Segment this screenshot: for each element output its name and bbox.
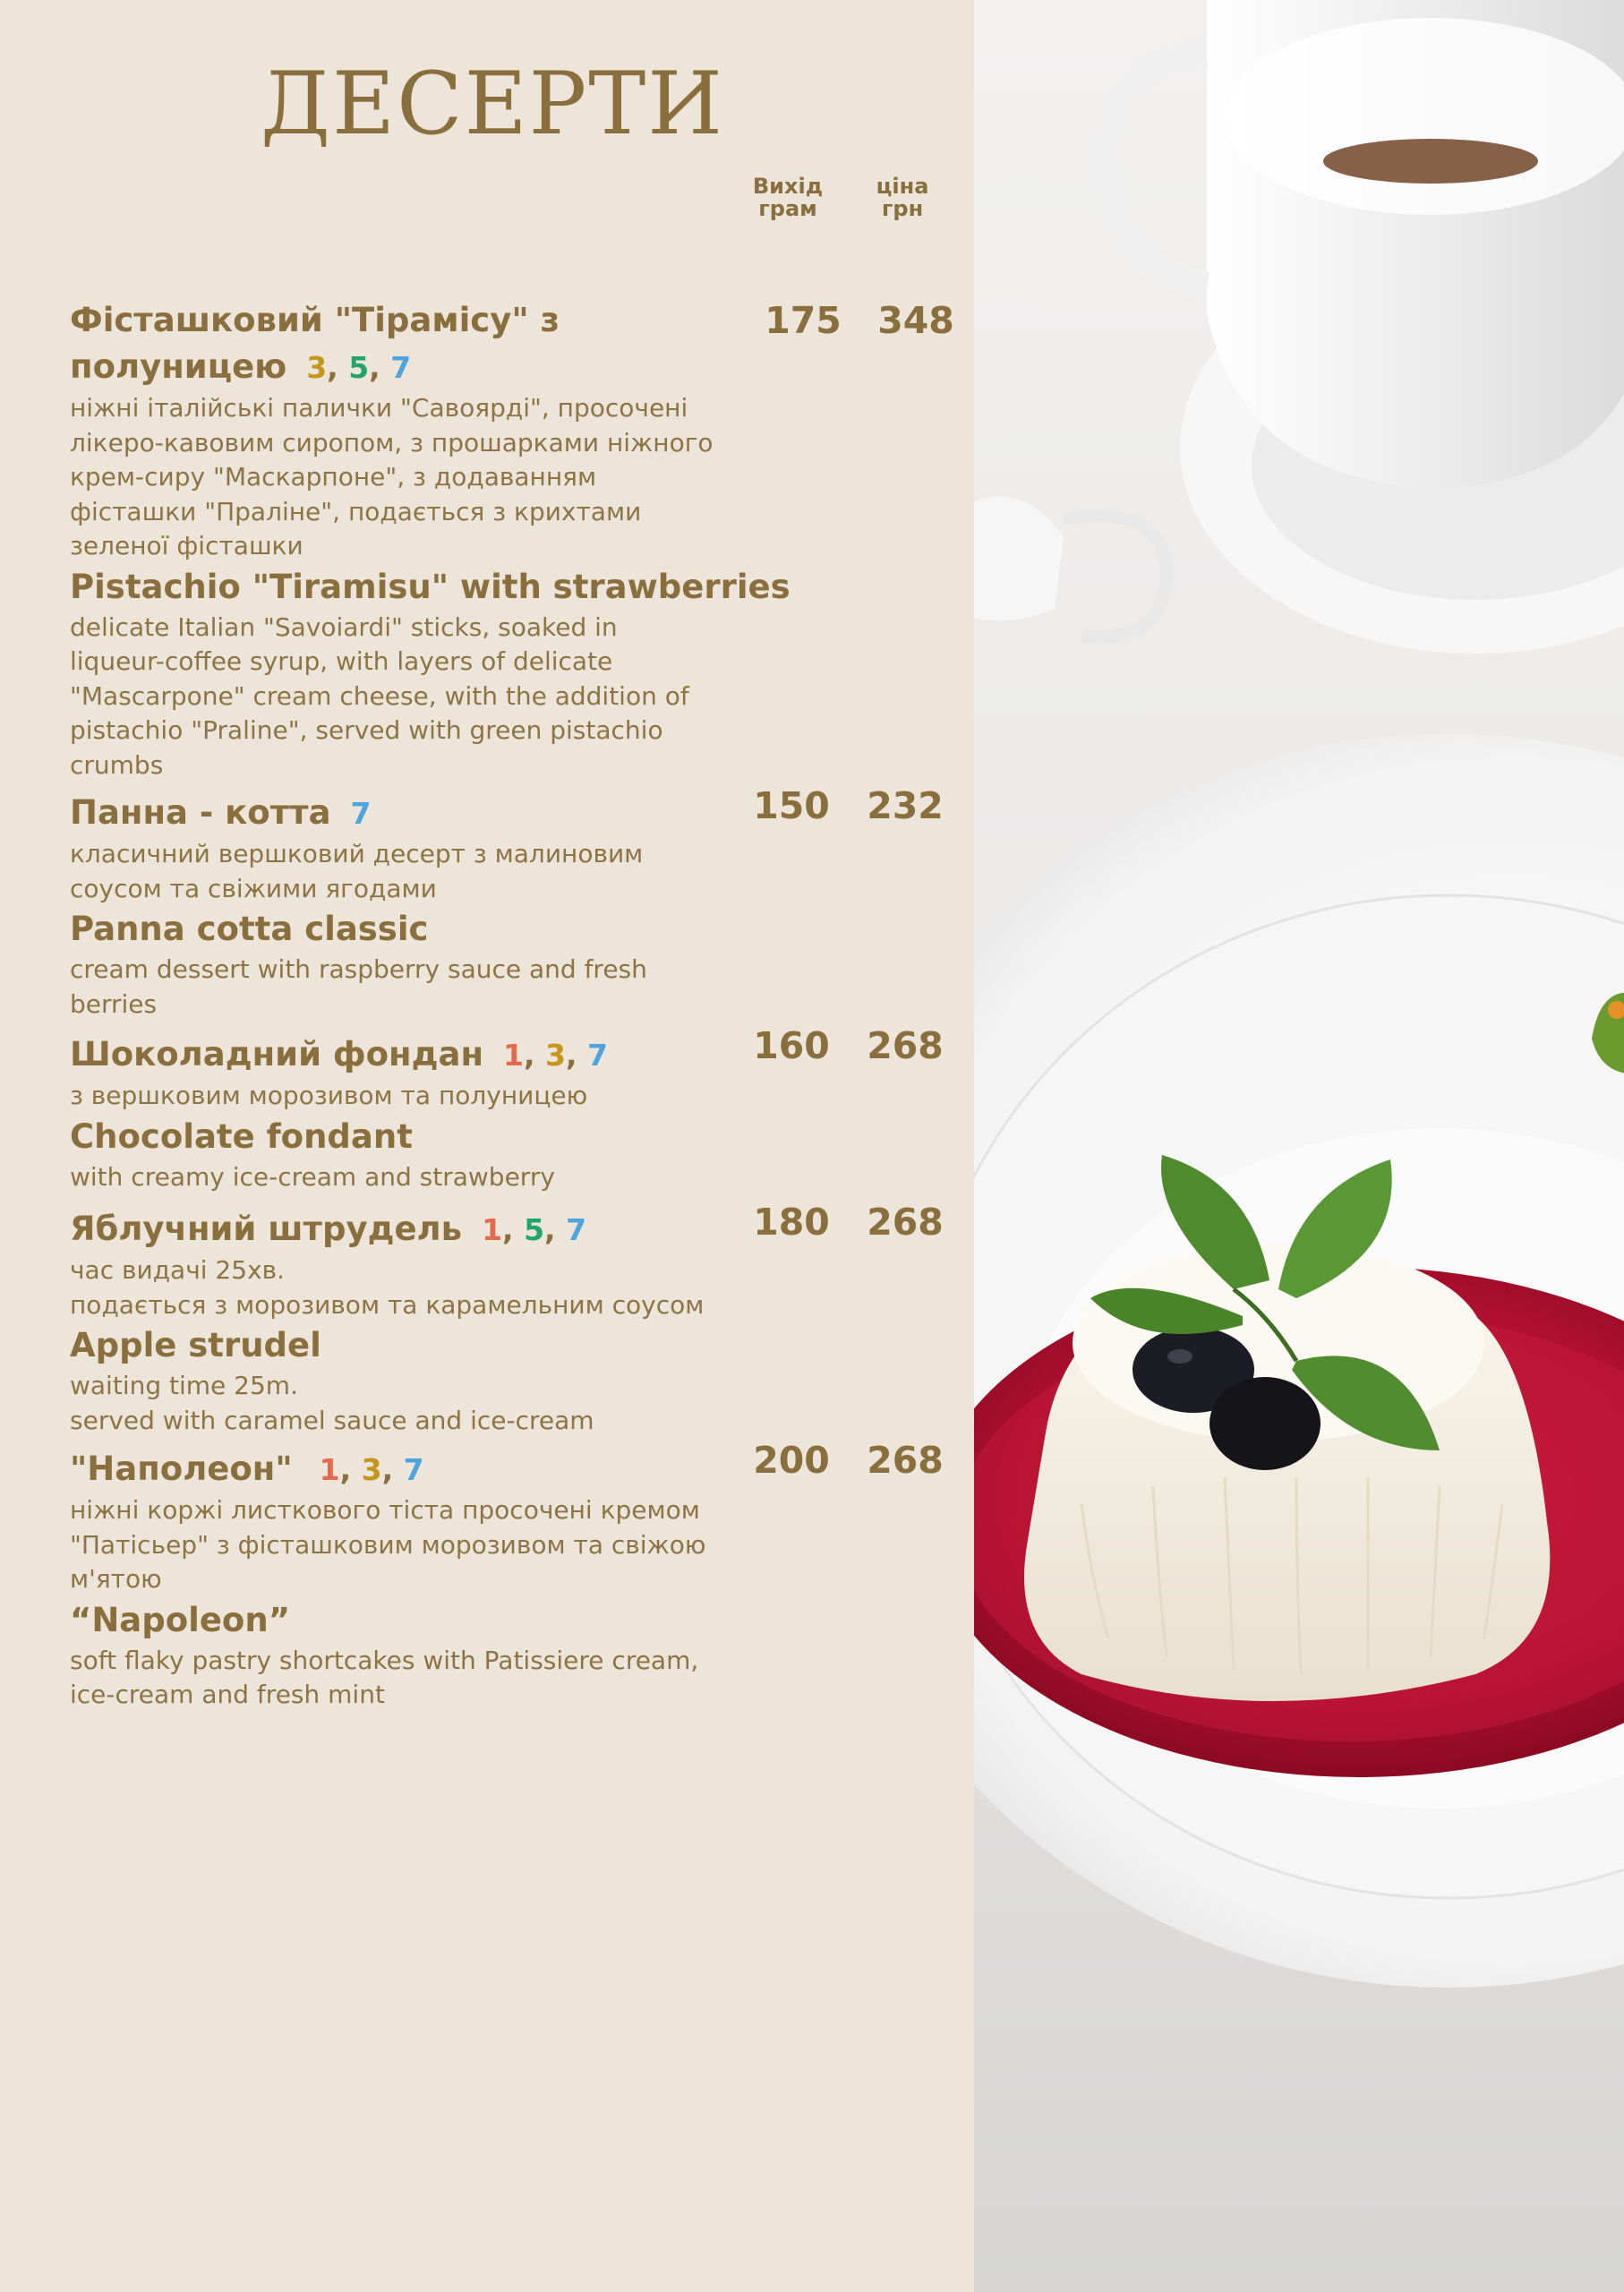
item-price: 232	[867, 784, 944, 827]
allergen-code: 7	[403, 1452, 424, 1487]
allergen-codes: 3, 5, 7	[306, 350, 412, 385]
description-line: ice-cream and fresh mint	[70, 1680, 385, 1709]
description-line: "Патісьер" з фісташковим морозивом та свіжою	[70, 1529, 706, 1560]
item-name-ua-text: Панна - котта	[70, 793, 331, 832]
item-price: 348	[877, 299, 954, 342]
allergen-code: 5	[348, 350, 370, 385]
item-description-ua	[70, 1079, 759, 1114]
item-name-ua-line1: Фісташковий "Тірамісу" з	[70, 301, 560, 339]
item-name-ua	[70, 1031, 768, 1079]
description-line: фісташки "Праліне", подається з крихтами	[70, 496, 642, 526]
description-line: delicate Italian "Savoiardi" sticks, soaked in	[70, 611, 618, 642]
item-name-ua	[70, 297, 768, 391]
description-line: соусом та свіжими ягодами	[70, 873, 437, 903]
allergen-code: 7	[390, 350, 412, 385]
allergen-code: 7	[566, 1212, 587, 1247]
menu-item-tiramisu	[70, 297, 965, 783]
allergen-code: 7	[350, 796, 372, 831]
item-name-ua-text: Шоколадний фондан	[70, 1035, 484, 1073]
item-description-ua	[70, 391, 759, 564]
item-description-en	[70, 1644, 759, 1713]
weight-column-header	[734, 175, 842, 220]
item-name-en: Apple strudel	[70, 1326, 321, 1364]
menu-item-chocolate-fondant	[70, 1024, 965, 1194]
allergen-code: 3	[361, 1452, 382, 1487]
item-name-ua-text: "Наполеон"	[70, 1450, 293, 1488]
weight-header-line1: Вихід	[752, 174, 824, 199]
allergen-codes: 1, 3, 7	[319, 1452, 424, 1487]
item-name-en: Panna cotta classic	[70, 910, 429, 948]
menu-item-napoleon	[70, 1439, 965, 1713]
allergen-code: 1	[319, 1452, 340, 1487]
description-line: with creamy ice-cream and strawberry	[70, 1161, 555, 1192]
item-description-ua	[70, 1493, 759, 1597]
menu-item-apple-strudel	[70, 1201, 965, 1438]
description-line: ніжні італійські палички "Савоярді", просочені	[70, 393, 688, 423]
item-price: 268	[867, 1024, 944, 1067]
item-description-en	[70, 611, 759, 783]
item-weight: 175	[765, 299, 842, 342]
dessert-photo	[974, 0, 1624, 2292]
item-weight: 160	[753, 1024, 830, 1067]
item-weight: 150	[753, 784, 830, 827]
price-column-header	[849, 175, 956, 220]
description-line: soft flaky pastry shortcakes with Patissiere cream,	[70, 1645, 699, 1675]
allergen-codes: 1, 3, 7	[503, 1038, 608, 1073]
panna-cotta-photo-illustration	[974, 0, 1624, 2292]
item-name-ua	[70, 790, 768, 837]
item-name-ua-text: Яблучний штрудель	[70, 1210, 463, 1248]
item-price: 268	[867, 1201, 944, 1244]
page-title: ДЕСЕРТИ	[261, 54, 724, 154]
description-line: м'ятою	[70, 1564, 162, 1594]
description-line: pistachio "Praline", served with green pistachio	[70, 715, 663, 745]
allergen-code: 3	[545, 1038, 566, 1073]
description-line: cream dessert with raspberry sauce and fresh	[70, 954, 647, 984]
menu-item-panna-cotta	[70, 784, 965, 1022]
price-header-line2: грн	[881, 196, 924, 221]
item-name-en: “Napoleon”	[70, 1600, 291, 1639]
item-name-ua-line2: полуницею	[70, 347, 287, 386]
item-name-en: Chocolate fondant	[70, 1116, 413, 1156]
description-line: crumbs	[70, 749, 164, 780]
description-line: час видачі 25хв.	[70, 1255, 286, 1285]
description-line: served with caramel sauce and ice-cream	[70, 1405, 594, 1435]
item-weight: 180	[753, 1201, 830, 1244]
item-description-en	[70, 1369, 759, 1438]
weight-header-line2: грам	[758, 196, 817, 221]
allergen-code: 7	[587, 1038, 608, 1073]
description-line: з вершковим морозивом та полуницею	[70, 1081, 588, 1110]
description-line: лікеро-кавовим сиропом, з прошарками ніжного	[70, 427, 714, 458]
allergen-code: 5	[524, 1212, 545, 1247]
item-description-ua	[70, 1253, 759, 1322]
allergen-codes	[351, 796, 372, 831]
item-description-ua	[70, 837, 759, 906]
description-line: "Mascarpone" cream cheese, with the addition of	[70, 680, 689, 711]
description-line: крем-сиру "Маскарпоне", з додаванням	[70, 462, 597, 492]
item-name-en: Pistachio "Tiramisu" with strawberries	[70, 567, 791, 606]
price-header-line1: ціна	[876, 174, 929, 199]
item-name-ua	[70, 1206, 768, 1253]
item-description-en	[70, 953, 759, 1022]
item-weight: 200	[753, 1439, 830, 1482]
description-line: waiting time 25m.	[70, 1371, 298, 1400]
allergen-codes: 1, 5, 7	[482, 1212, 587, 1247]
allergen-code: 1	[503, 1038, 524, 1073]
description-line: подається з морозивом та карамельним соусом	[70, 1289, 705, 1320]
description-line: зеленої фісташки	[70, 531, 303, 560]
item-name-ua	[70, 1446, 768, 1493]
allergen-code: 1	[482, 1212, 503, 1247]
allergen-code: 3	[306, 350, 328, 385]
item-price: 268	[867, 1439, 944, 1482]
description-line: класичний вершковий десерт з малиновим	[70, 839, 644, 868]
item-description-en	[70, 1160, 759, 1195]
description-line: berries	[70, 988, 158, 1019]
description-line: liqueur-coffee syrup, with layers of delicate	[70, 646, 613, 676]
description-line: ніжні коржі листкового тіста просочені кремом	[70, 1495, 700, 1525]
